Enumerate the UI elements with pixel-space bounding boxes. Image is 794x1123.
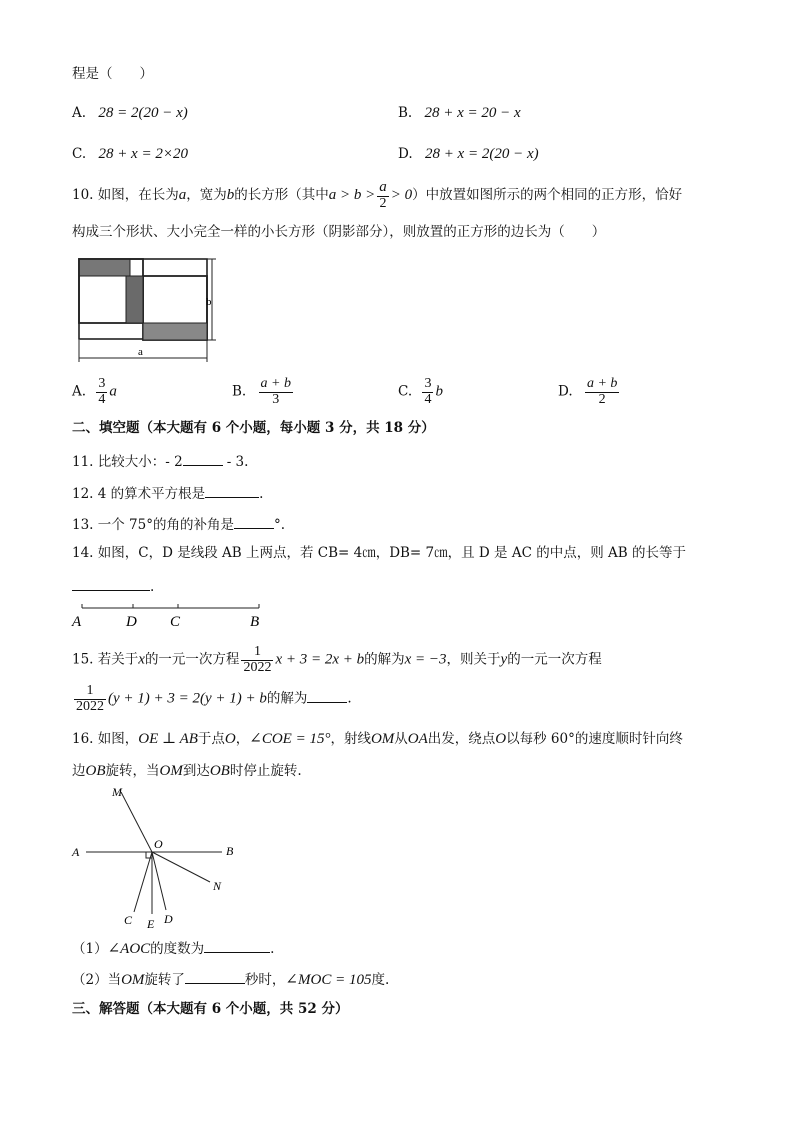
answer-blank[interactable] — [205, 483, 259, 498]
frac-num: 3 — [98, 376, 106, 391]
q16-sub2 — [72, 969, 389, 990]
q15-text: 的解为 — [266, 690, 308, 707]
q10-text: ）中放置如图所示的两个相同的正方形，恰好 — [412, 187, 683, 204]
label-n: N — [213, 879, 222, 893]
q16-text: 的度数为 — [150, 941, 205, 957]
option-label: B. — [232, 383, 247, 400]
q9-option-c — [72, 145, 188, 164]
q15-text: 15. 若关于 — [72, 651, 139, 668]
point-a: A — [72, 614, 82, 630]
q10-number: 10. — [72, 187, 94, 204]
q15-equation-a: x + 3 = 2x + b — [275, 651, 365, 668]
option-label: A. — [72, 383, 87, 400]
label-c: C — [124, 913, 133, 927]
q16-text: 以每秒 60°的速度顺时针向终 — [506, 731, 683, 747]
q9-option-d — [398, 145, 539, 164]
q16-sub-label: （1） — [72, 941, 108, 957]
q16-text: ， — [235, 731, 250, 747]
q16-sub-label: （2）当 — [72, 972, 122, 988]
q16-math: ∠AOC — [107, 941, 151, 957]
q15-line1 — [72, 645, 602, 675]
option-var: a — [109, 383, 117, 400]
q16-text: 出发，绕点 — [427, 731, 496, 747]
q13-text: °. — [273, 517, 286, 533]
q16-sub1 — [72, 938, 274, 959]
answer-blank[interactable] — [307, 688, 347, 703]
q15-tail: . — [347, 690, 352, 707]
q12 — [72, 483, 263, 503]
label-a: A — [72, 845, 80, 859]
q16-text: 度. — [371, 972, 390, 988]
q15-text: 的解为 — [364, 651, 405, 668]
q16-math: OM — [159, 763, 183, 779]
point-c: C — [170, 614, 181, 630]
option-expr: 28 + x = 2×20 — [98, 146, 188, 162]
q10-condition: a > b > — [328, 187, 376, 204]
q16-text: 时停止旋转. — [229, 763, 302, 779]
q16-text: 边 — [72, 763, 86, 779]
q16-text: 于点 — [197, 731, 225, 747]
q9-stem-tail: 程是（ ） — [72, 66, 153, 82]
q15-equation-b: (y + 1) + 3 = 2(y + 1) + b — [108, 690, 267, 707]
option-fraction — [585, 377, 619, 407]
q11 — [72, 451, 248, 471]
q16-math: OB — [85, 763, 106, 779]
q16-math: OB — [209, 763, 230, 779]
ray-oc — [134, 852, 152, 912]
frac-num: a — [379, 179, 387, 195]
q16-math: OM — [370, 731, 395, 747]
q12-text: 12. 4 的算术平方根是 — [72, 486, 206, 502]
option-fraction — [259, 377, 293, 407]
shaded-rect-top — [79, 259, 130, 276]
q15-text: ，则关于 — [446, 651, 501, 668]
point-b: B — [250, 614, 260, 630]
frac-num: 1 — [86, 683, 94, 698]
label-o: O — [154, 837, 163, 851]
frac-num: a + b — [586, 376, 618, 391]
frac-den: 4 — [424, 391, 432, 407]
answer-blank[interactable] — [234, 514, 274, 529]
option-expr: 28 + x = 20 − x — [424, 105, 521, 121]
frac-den: 4 — [98, 391, 106, 407]
option-label: C. — [72, 146, 87, 162]
q10-option-d — [558, 377, 621, 407]
frac-num: 3 — [424, 376, 432, 391]
q16-line1 — [72, 730, 683, 749]
q15-fraction — [241, 645, 273, 675]
q10-text: ，宽为 — [186, 187, 227, 204]
q10-condition: > 0 — [390, 187, 413, 204]
label-m: M — [112, 785, 122, 799]
q11-text: - 3. — [226, 454, 249, 470]
q16-math: OE ⊥ AB — [138, 731, 198, 747]
q16-math: O — [495, 731, 507, 747]
var-y: y — [500, 651, 508, 668]
q11-text: 11. 比较大小：- 2 — [72, 454, 183, 470]
option-label: D. — [558, 383, 573, 400]
var-a: a — [178, 187, 187, 204]
answer-blank[interactable] — [183, 451, 223, 466]
var-b: b — [226, 187, 235, 204]
frac-den: 2 — [377, 196, 389, 212]
label-b: b — [206, 296, 212, 308]
shaded-rect-middle — [126, 276, 143, 323]
q15-text: 的一元一次方程 — [507, 651, 602, 668]
q10-option-a — [72, 377, 117, 407]
section2-title: 二、填空题（本大题有 6 个小题，每小题 3 分，共 18 分） — [72, 420, 435, 436]
q10-text: 如图，在长为 — [97, 187, 179, 204]
frac-num: 1 — [253, 644, 261, 659]
q10-line1 — [72, 180, 682, 211]
var-x: x — [138, 651, 145, 668]
q12-text: . — [259, 486, 264, 502]
option-fraction — [422, 377, 433, 407]
frac-den: 2022 — [243, 659, 272, 675]
label-a: a — [138, 346, 143, 358]
q15-fraction — [74, 684, 106, 714]
q14-answer-line — [72, 576, 154, 596]
q14-segment-figure — [70, 598, 270, 632]
q15-line2 — [72, 684, 352, 714]
q16-math: ∠COE = 15° — [249, 731, 331, 747]
ray-om — [121, 792, 152, 852]
q9-option-a — [72, 104, 188, 123]
label-e: E — [147, 917, 155, 931]
ray-on — [152, 852, 210, 882]
q10-option-c — [398, 377, 443, 407]
q9-option-b — [398, 104, 521, 123]
q15-solution: x = −3 — [404, 651, 447, 668]
q14-tail: . — [150, 579, 155, 595]
q16-math: OA — [407, 731, 428, 747]
q16-text: 旋转，当 — [105, 763, 160, 779]
q10-figure — [76, 256, 228, 368]
frac-den: 2 — [585, 392, 619, 408]
q14-text: 14. 如图，C，D 是线段 AB 上两点，若 CB= 4㎝，DB= 7㎝，且 D 是 AC 的中点，则 AB 的长等于 — [72, 545, 686, 561]
q16-math: OM — [121, 972, 145, 988]
q16-line2 — [72, 762, 302, 781]
q16-text: 旋转了 — [144, 972, 185, 988]
option-label: D. — [398, 146, 413, 162]
option-expr: 28 + x = 2(20 − x) — [424, 146, 539, 162]
q16-text: 到达 — [182, 763, 210, 779]
q16-text: 从 — [394, 731, 408, 747]
label-b: B — [226, 844, 234, 858]
frac-num: a + b — [260, 376, 291, 391]
point-d: D — [126, 614, 137, 630]
frac-den: 3 — [259, 392, 293, 408]
ray-od — [152, 852, 166, 910]
option-label: A. — [72, 105, 87, 121]
q16-text: . — [270, 941, 275, 957]
q10-cond-fraction — [377, 180, 389, 211]
q16-angle-figure — [66, 782, 246, 932]
q10-text: 的长方形（其中 — [234, 187, 329, 204]
q16-text: 16. 如图， — [72, 731, 139, 747]
q13-text: 13. 一个 75°的角的补角是 — [72, 517, 234, 533]
option-var: b — [435, 383, 443, 400]
q16-text: 秒时， — [244, 972, 286, 988]
q16-math: O — [224, 731, 236, 747]
frac-den: 2022 — [76, 698, 104, 714]
q16-text: ，射线 — [330, 731, 371, 747]
q15-text: 的一元一次方程 — [144, 651, 240, 668]
q13 — [72, 514, 285, 534]
q16-math: ∠MOC = 105 — [285, 972, 372, 988]
option-label: B. — [398, 105, 413, 121]
shaded-rect-bottom — [143, 323, 207, 340]
q10-option-b — [232, 377, 295, 407]
option-expr: 28 = 2(20 − x) — [98, 105, 188, 121]
section3-title: 三、解答题（本大题有 6 个小题，共 52 分） — [72, 1001, 349, 1017]
answer-blank[interactable] — [204, 938, 270, 953]
q10-line2: 构成三个形状、大小完全一样的小长方形（阴影部分），则放置的正方形的边长为（ ） — [72, 224, 606, 240]
option-fraction — [96, 377, 107, 407]
label-d: D — [164, 912, 173, 926]
answer-blank[interactable] — [185, 969, 245, 984]
option-label: C. — [398, 383, 413, 400]
answer-blank[interactable] — [72, 576, 150, 591]
